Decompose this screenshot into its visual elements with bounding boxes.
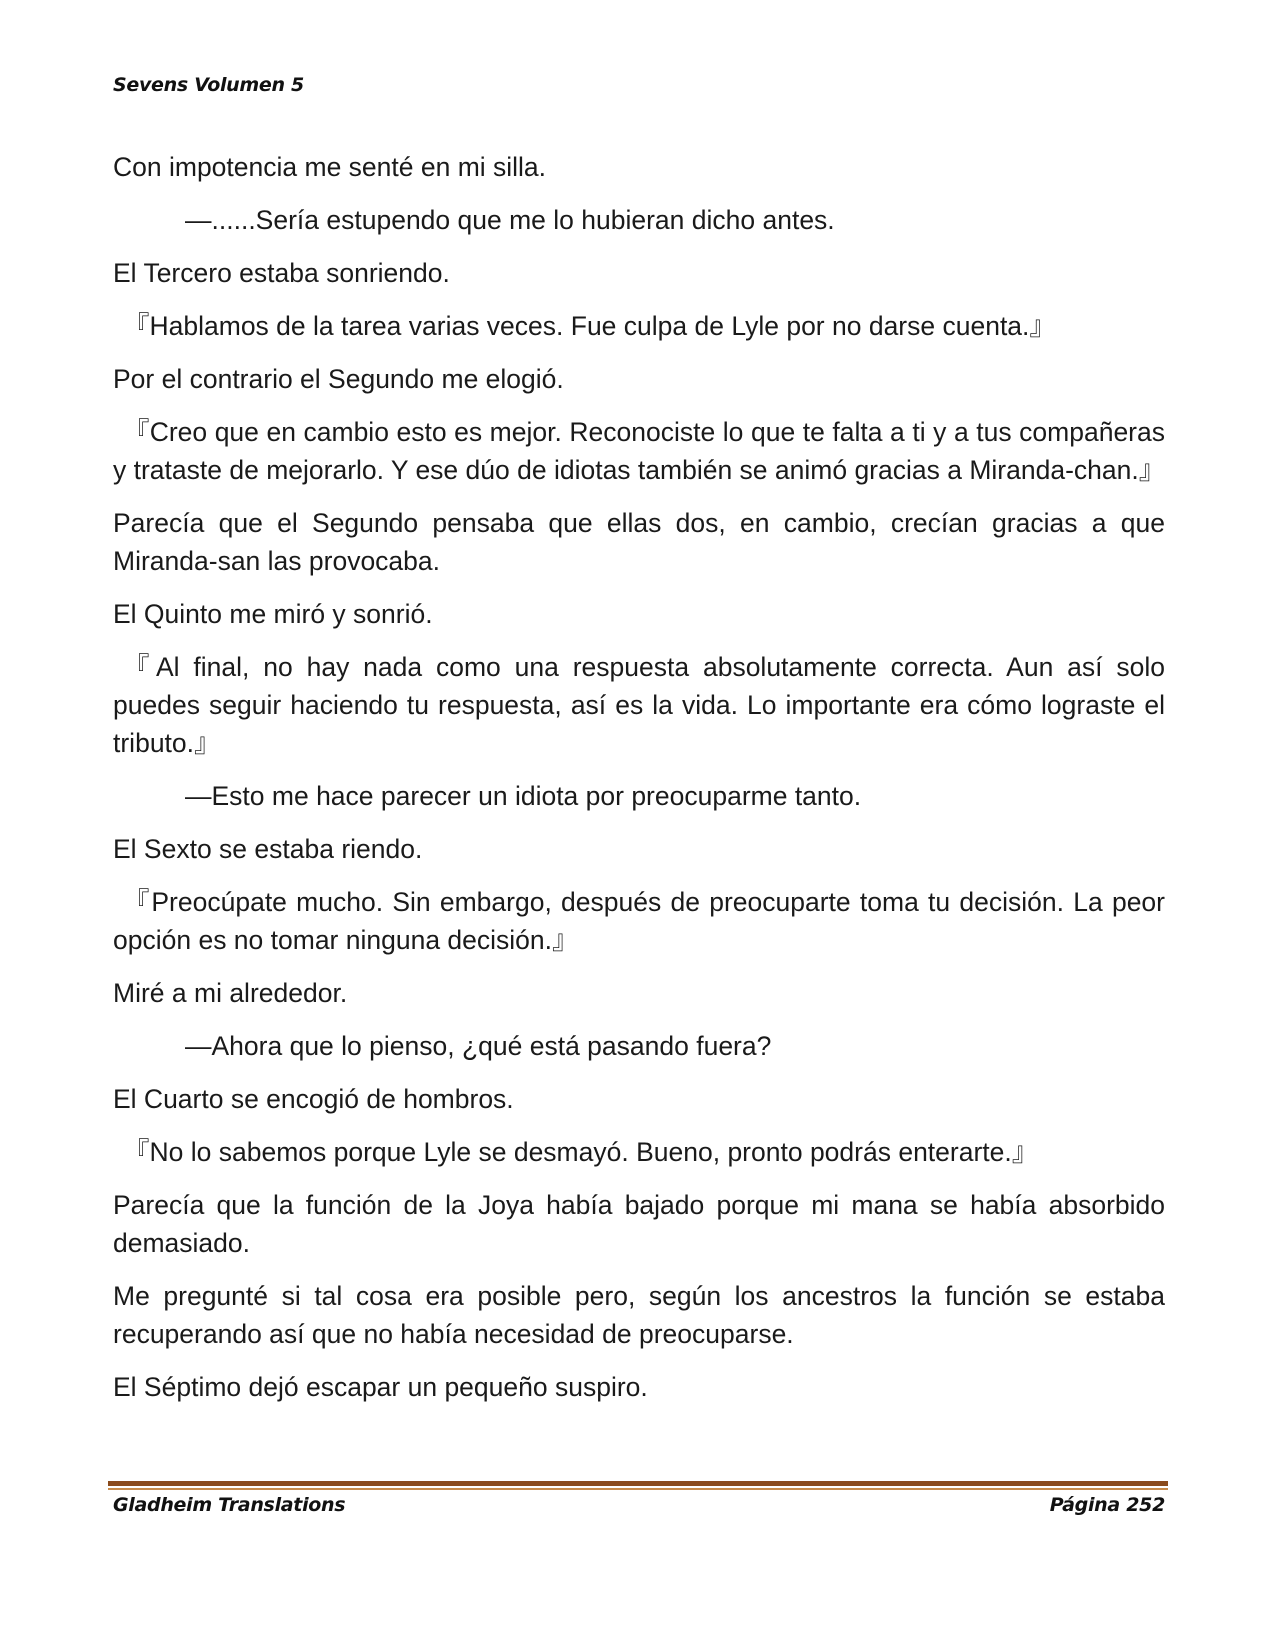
footer-divider-thin bbox=[108, 1488, 1168, 1490]
paragraph-quote: 『No lo sabemos porque Lyle se desmayó. Bueno, pronto podrás enterarte.』 bbox=[123, 1137, 1039, 1167]
footer-divider-thick bbox=[108, 1481, 1168, 1486]
paragraph-quote: 『Creo que en cambio esto es mejor. Reconociste lo que te falta a ti y a tus compañeras y trataste de mejorarlo. Y ese dúo de idiotas también se animó gracias a Miranda-chan.』 bbox=[113, 417, 1166, 485]
paragraph-narration: El Séptimo dejó escapar un pequeño suspiro. bbox=[113, 1372, 648, 1402]
footer-publisher: Gladheim Translations bbox=[113, 1494, 346, 1516]
paragraph-narration: Parecía que el Segundo pensaba que ellas dos, en cambio, crecían gracias a que Miranda-san las provocaba. bbox=[113, 508, 1165, 576]
running-header: Sevens Volumen 5 bbox=[113, 74, 304, 96]
paragraph-dialogue: —Ahora que lo pienso, ¿qué está pasando fuera? bbox=[185, 1031, 772, 1061]
paragraph-quote: 『Preocúpate mucho. Sin embargo, después de preocuparte toma tu decisión. La peor opción es no tomar ninguna decisión.』 bbox=[113, 887, 1165, 955]
paragraph-narration: Me pregunté si tal cosa era posible pero, según los ancestros la función se estaba recuperando así que no había necesidad de preocuparse. bbox=[113, 1281, 1165, 1349]
paragraph-narration: Miré a mi alrededor. bbox=[113, 978, 348, 1008]
paragraph-narration: Parecía que la función de la Joya había bajado porque mi mana se había absorbido demasiado. bbox=[113, 1190, 1165, 1258]
paragraph-narration: El Sexto se estaba riendo. bbox=[113, 834, 423, 864]
paragraph-narration: El Cuarto se encogió de hombros. bbox=[113, 1084, 514, 1114]
running-footer bbox=[113, 1494, 1165, 1516]
paragraph-narration: El Quinto me miró y sonrió. bbox=[113, 599, 433, 629]
paragraph-narration: Con impotencia me senté en mi silla. bbox=[113, 152, 547, 182]
paragraph-dialogue: —Esto me hace parecer un idiota por preocuparme tanto. bbox=[185, 781, 862, 811]
paragraph-quote: 『Al final, no hay nada como una respuesta absolutamente correcta. Aun así solo puedes seguir haciendo tu respuesta, así es la vida. Lo importante era cómo lograste el tributo.』 bbox=[113, 652, 1165, 758]
paragraph-narration: Por el contrario el Segundo me elogió. bbox=[113, 364, 564, 394]
footer-divider bbox=[108, 1481, 1168, 1490]
paragraph-narration: El Tercero estaba sonriendo. bbox=[113, 258, 450, 288]
paragraph-quote: 『Hablamos de la tarea varias veces. Fue culpa de Lyle por no darse cuenta.』 bbox=[123, 311, 1056, 341]
footer-page-number: Página 252 bbox=[1049, 1494, 1165, 1516]
paragraph-dialogue: —......Sería estupendo que me lo hubieran dicho antes. bbox=[185, 205, 835, 235]
page-body bbox=[113, 148, 1165, 1421]
